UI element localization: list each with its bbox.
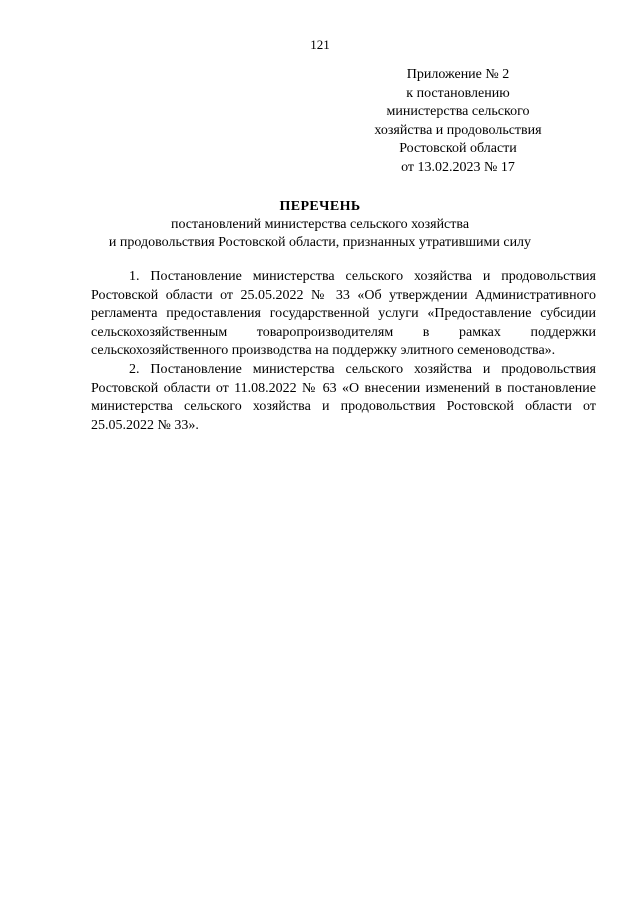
- title-block: [0, 198, 640, 252]
- appendix-line: министерства сельского: [386, 104, 530, 120]
- appendix-line: Приложение № 2: [406, 67, 510, 82]
- appendix-line: к постановлению: [406, 85, 510, 101]
- document-title: ПЕРЕЧЕНЬ: [279, 199, 361, 214]
- appendix-block: [340, 66, 576, 178]
- page-number: 121: [310, 37, 330, 52]
- appendix-line: Ростовской области: [399, 141, 517, 157]
- appendix-line: от 13.02.2023 № 17: [401, 159, 515, 175]
- document-body: [91, 268, 596, 435]
- document-subtitle-line: и продовольствия Ростовской области, признанных утратившими силу: [108, 235, 532, 250]
- document-subtitle-line: постановлений министерства сельского хозяйства: [170, 217, 470, 232]
- list-item-1: 1. Постановление министерства сельского хозяйства и продовольствия Ростовской области от 25.05.2022 № 33 «Об утверждении Административного регламента предоставления государственной услуги «Предоставление субсидии сельскохозяйственным товаропроизводителям в рамках поддержки сельскохозяйственного производства на поддержку элитного семеноводства».: [91, 269, 596, 359]
- appendix-line: хозяйства и продовольствия: [374, 122, 542, 138]
- list-item-2: 2. Постановление министерства сельского хозяйства и продовольствия Ростовской области от 11.08.2022 № 63 «О внесении изменений в постановление министерства сельского хозяйства и продовольствия Ростовской области от 25.05.2022 № 33».: [91, 361, 596, 433]
